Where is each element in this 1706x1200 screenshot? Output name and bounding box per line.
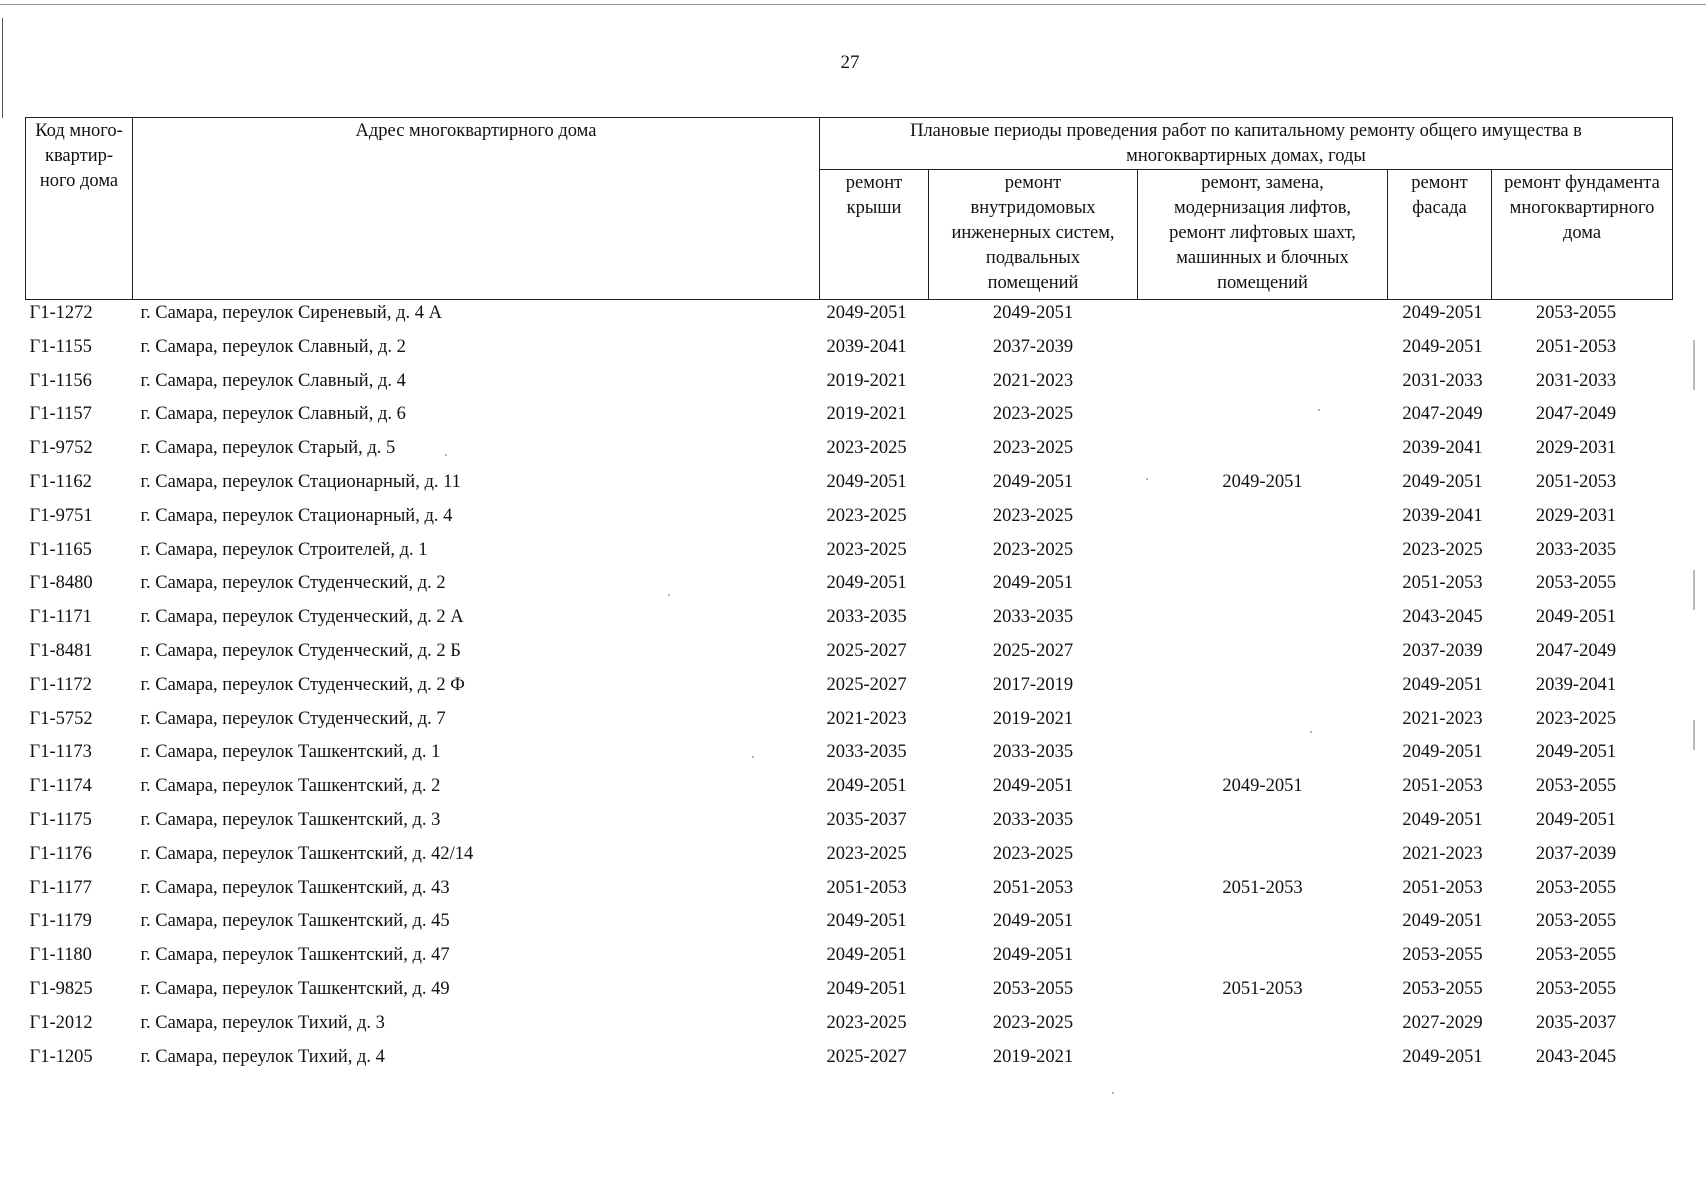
cell-engineering-period: 2033-2035 [992, 607, 1074, 628]
cell-foundation-period: 2047-2049 [1535, 640, 1617, 661]
cell-address: г. Самара, переулок Тихий, д. 4 [140, 1046, 385, 1067]
cell-foundation-period: 2037-2039 [1535, 843, 1617, 864]
cell-facade-period: 2049-2051 [1402, 471, 1483, 492]
cell-address: г. Самара, переулок Ташкентский, д. 43 [140, 877, 450, 898]
cell-foundation-period: 2053-2055 [1535, 573, 1617, 594]
cell-facade-period: 2051-2053 [1402, 573, 1483, 594]
table-row [26, 1044, 1673, 1078]
cell-lift-period: 2051-2053 [1222, 978, 1303, 999]
scan-speck [445, 454, 447, 456]
cell-engineering-period: 2049-2051 [992, 911, 1074, 932]
table-row [26, 368, 1673, 402]
cell-roof-period: 2025-2027 [826, 674, 907, 695]
cell-roof-period: 2035-2037 [826, 809, 907, 830]
cell-address: г. Самара, переулок Старый, д. 5 [140, 438, 396, 459]
cell-address: г. Самара, переулок Ташкентский, д. 42/14 [140, 843, 474, 864]
cell-roof-period: 2023-2025 [826, 505, 907, 526]
cell-engineering-period: 2023-2025 [992, 1012, 1074, 1033]
cell-lift-period [1138, 1044, 1388, 1078]
table-row [26, 401, 1673, 435]
header-code: Код много-квартир-ного дома [26, 118, 133, 300]
cell-foundation-period: 2051-2053 [1535, 336, 1617, 357]
scan-noise [1693, 340, 1695, 390]
cell-lift-period: 2049-2051 [1222, 776, 1303, 797]
cell-roof-period: 2019-2021 [826, 370, 907, 391]
table-row [26, 638, 1673, 672]
table-row [26, 908, 1673, 942]
cell-foundation-period: 2053-2055 [1535, 911, 1617, 932]
scan-noise [1693, 570, 1695, 610]
cell-roof-period: 2021-2023 [826, 708, 907, 729]
header-address: Адрес многоквартирного дома [133, 118, 820, 300]
cell-roof-period: 2023-2025 [826, 843, 907, 864]
cell-lift-period [1138, 638, 1388, 672]
cell-lift-period [1138, 435, 1388, 469]
scan-speck [1318, 409, 1320, 411]
cell-lift-period [1138, 300, 1388, 334]
cell-engineering-period: 2051-2053 [992, 877, 1074, 898]
repair-schedule-table [25, 117, 1673, 1077]
cell-facade-period: 2049-2051 [1402, 809, 1483, 830]
scan-speck [1146, 478, 1148, 480]
cell-facade-period: 2037-2039 [1402, 640, 1483, 661]
cell-address: г. Самара, переулок Ташкентский, д. 2 [140, 776, 441, 797]
page-number: 27 [840, 52, 860, 73]
scan-speck [1112, 1092, 1114, 1094]
cell-facade-period: 2049-2051 [1402, 336, 1483, 357]
cell-code: Г1-2012 [29, 1012, 93, 1033]
cell-code: Г1-1173 [29, 742, 92, 763]
cell-lift-period [1138, 908, 1388, 942]
cell-code: Г1-1157 [29, 404, 92, 425]
cell-roof-period: 2019-2021 [826, 404, 907, 425]
cell-address: г. Самара, переулок Студенческий, д. 7 [140, 708, 446, 729]
scan-speck [668, 594, 670, 596]
cell-address: г. Самара, переулок Сиреневый, д. 4 А [140, 303, 442, 323]
cell-code: Г1-1175 [29, 809, 92, 830]
cell-roof-period: 2025-2027 [826, 640, 907, 661]
cell-facade-period: 2053-2055 [1402, 945, 1483, 966]
cell-facade-period: 2051-2053 [1402, 776, 1483, 797]
cell-engineering-period: 2023-2025 [992, 404, 1074, 425]
cell-facade-period: 2027-2029 [1402, 1012, 1483, 1033]
table-row [26, 807, 1673, 841]
cell-address: г. Самара, переулок Стационарный, д. 11 [140, 471, 461, 492]
cell-lift-period [1138, 334, 1388, 368]
cell-address: г. Самара, переулок Строителей, д. 1 [140, 539, 428, 560]
cell-lift-period: 2049-2051 [1222, 471, 1303, 492]
scan-speck [1310, 731, 1312, 733]
cell-engineering-period: 2037-2039 [992, 336, 1074, 357]
cell-code: Г1-1156 [29, 370, 92, 391]
header-roof-repair: ремонт крыши [820, 170, 929, 300]
cell-roof-period: 2025-2027 [826, 1046, 907, 1067]
header-planned-periods: Плановые периоды проведения работ по капитальному ремонту общего имущества в многоквартирных домах, годы [820, 118, 1673, 170]
cell-foundation-period: 2029-2031 [1535, 438, 1617, 459]
cell-code: Г1-8480 [29, 573, 93, 594]
cell-code: Г1-1205 [29, 1046, 93, 1067]
cell-engineering-period: 2049-2051 [992, 945, 1074, 966]
cell-foundation-period: 2033-2035 [1535, 539, 1617, 560]
cell-lift-period [1138, 1010, 1388, 1044]
cell-lift-period [1138, 368, 1388, 402]
cell-foundation-period: 2053-2055 [1535, 303, 1617, 323]
cell-foundation-period: 2053-2055 [1535, 978, 1617, 999]
cell-facade-period: 2053-2055 [1402, 978, 1483, 999]
cell-address: г. Самара, переулок Студенческий, д. 2 А [140, 607, 464, 628]
cell-roof-period: 2039-2041 [826, 336, 907, 357]
scan-speck [752, 756, 754, 758]
cell-code: Г1-9752 [29, 438, 93, 459]
cell-roof-period: 2049-2051 [826, 573, 907, 594]
cell-engineering-period: 2033-2035 [992, 742, 1074, 763]
cell-foundation-period: 2039-2041 [1535, 674, 1617, 695]
cell-facade-period: 2049-2051 [1402, 303, 1483, 323]
cell-facade-period: 2021-2023 [1402, 843, 1483, 864]
table-row [26, 672, 1673, 706]
cell-roof-period: 2049-2051 [826, 945, 907, 966]
cell-foundation-period: 2031-2033 [1535, 370, 1617, 391]
cell-code: Г1-1171 [29, 607, 92, 628]
table-row [26, 469, 1673, 503]
cell-engineering-period: 2033-2035 [992, 809, 1074, 830]
table-row [26, 300, 1673, 334]
header-lift-repair: ремонт, замена, модернизация лифтов, ремонт лифтовых шахт, машинных и блочных помещений [1138, 170, 1388, 300]
cell-address: г. Самара, переулок Стационарный, д. 4 [140, 505, 453, 526]
cell-foundation-period: 2053-2055 [1535, 776, 1617, 797]
cell-address: г. Самара, переулок Ташкентский, д. 3 [140, 809, 441, 830]
scan-noise [1693, 720, 1695, 750]
cell-code: Г1-1272 [29, 303, 93, 323]
cell-code: Г1-1177 [29, 877, 92, 898]
table-row [26, 976, 1673, 1010]
table-row [26, 503, 1673, 537]
cell-address: г. Самара, переулок Ташкентский, д. 49 [140, 978, 450, 999]
cell-facade-period: 2049-2051 [1402, 1046, 1483, 1067]
cell-facade-period: 2023-2025 [1402, 539, 1483, 560]
cell-address: г. Самара, переулок Славный, д. 4 [140, 370, 406, 391]
cell-roof-period: 2049-2051 [826, 776, 907, 797]
table-row [26, 706, 1673, 740]
cell-code: Г1-1162 [29, 471, 92, 492]
header-foundation-repair: ремонт фундамента многоквартирного дома [1492, 170, 1673, 300]
cell-foundation-period: 2053-2055 [1535, 945, 1617, 966]
cell-facade-period: 2039-2041 [1402, 438, 1483, 459]
table-row [26, 604, 1673, 638]
cell-code: Г1-1180 [29, 945, 92, 966]
cell-code: Г1-1179 [29, 911, 92, 932]
cell-foundation-period: 2051-2053 [1535, 471, 1617, 492]
cell-engineering-period: 2049-2051 [992, 776, 1074, 797]
cell-engineering-period: 2019-2021 [992, 708, 1074, 729]
cell-engineering-period: 2025-2027 [992, 640, 1074, 661]
cell-code: Г1-1176 [29, 843, 92, 864]
cell-foundation-period: 2047-2049 [1535, 404, 1617, 425]
cell-roof-period: 2023-2025 [826, 438, 907, 459]
cell-engineering-period: 2049-2051 [992, 573, 1074, 594]
cell-lift-period [1138, 604, 1388, 638]
cell-roof-period: 2049-2051 [826, 911, 907, 932]
cell-engineering-period: 2053-2055 [992, 978, 1074, 999]
table-row [26, 739, 1673, 773]
cell-engineering-period: 2023-2025 [992, 438, 1074, 459]
cell-foundation-period: 2049-2051 [1535, 809, 1617, 830]
cell-foundation-period: 2049-2051 [1535, 742, 1617, 763]
cell-roof-period: 2033-2035 [826, 607, 907, 628]
cell-engineering-period: 2021-2023 [992, 370, 1074, 391]
cell-address: г. Самара, переулок Студенческий, д. 2 Б [140, 640, 461, 661]
cell-roof-period: 2023-2025 [826, 539, 907, 560]
cell-code: Г1-1155 [29, 336, 92, 357]
table-row [26, 875, 1673, 909]
table-row [26, 841, 1673, 875]
table-header [26, 118, 1673, 300]
cell-address: г. Самара, переулок Ташкентский, д. 1 [140, 742, 441, 763]
cell-code: Г1-5752 [29, 708, 93, 729]
cell-lift-period [1138, 739, 1388, 773]
cell-roof-period: 2049-2051 [826, 471, 907, 492]
cell-lift-period [1138, 401, 1388, 435]
cell-address: г. Самара, переулок Славный, д. 6 [140, 404, 406, 425]
cell-foundation-period: 2043-2045 [1535, 1046, 1617, 1067]
table-row [26, 942, 1673, 976]
cell-lift-period [1138, 503, 1388, 537]
scan-edge-line-left [2, 18, 3, 118]
cell-roof-period: 2051-2053 [826, 877, 907, 898]
cell-address: г. Самара, переулок Тихий, д. 3 [140, 1012, 385, 1033]
cell-code: Г1-8481 [29, 640, 93, 661]
table-row [26, 537, 1673, 571]
table-body [26, 300, 1673, 1078]
cell-lift-period [1138, 570, 1388, 604]
cell-foundation-period: 2029-2031 [1535, 505, 1617, 526]
cell-facade-period: 2047-2049 [1402, 404, 1483, 425]
table-row [26, 435, 1673, 469]
cell-foundation-period: 2035-2037 [1535, 1012, 1617, 1033]
cell-code: Г1-1174 [29, 776, 92, 797]
cell-code: Г1-9825 [29, 978, 93, 999]
cell-lift-period [1138, 672, 1388, 706]
cell-address: г. Самара, переулок Ташкентский, д. 45 [140, 911, 450, 932]
cell-engineering-period: 2019-2021 [992, 1046, 1074, 1067]
cell-code: Г1-1165 [29, 539, 92, 560]
cell-facade-period: 2049-2051 [1402, 674, 1483, 695]
cell-roof-period: 2023-2025 [826, 1012, 907, 1033]
cell-facade-period: 2049-2051 [1402, 742, 1483, 763]
header-engineering-repair: ремонт внутридомовых инженерных систем, подвальных помещений [929, 170, 1138, 300]
cell-lift-period: 2051-2053 [1222, 877, 1303, 898]
cell-code: Г1-1172 [29, 674, 92, 695]
cell-lift-period [1138, 841, 1388, 875]
cell-lift-period [1138, 807, 1388, 841]
cell-foundation-period: 2049-2051 [1535, 607, 1617, 628]
cell-engineering-period: 2023-2025 [992, 505, 1074, 526]
cell-address: г. Самара, переулок Студенческий, д. 2 [140, 573, 446, 594]
cell-facade-period: 2031-2033 [1402, 370, 1483, 391]
cell-lift-period [1138, 706, 1388, 740]
cell-facade-period: 2043-2045 [1402, 607, 1483, 628]
cell-foundation-period: 2023-2025 [1535, 708, 1617, 729]
cell-address: г. Самара, переулок Славный, д. 2 [140, 336, 406, 357]
cell-lift-period [1138, 537, 1388, 571]
header-facade-repair: ремонт фасада [1388, 170, 1492, 300]
cell-roof-period: 2049-2051 [826, 303, 907, 323]
cell-engineering-period: 2017-2019 [992, 674, 1074, 695]
cell-facade-period: 2021-2023 [1402, 708, 1483, 729]
cell-roof-period: 2033-2035 [826, 742, 907, 763]
scan-edge-line [0, 4, 1706, 5]
cell-engineering-period: 2023-2025 [992, 539, 1074, 560]
cell-facade-period: 2039-2041 [1402, 505, 1483, 526]
cell-code: Г1-9751 [29, 505, 93, 526]
table-row [26, 1010, 1673, 1044]
cell-lift-period [1138, 942, 1388, 976]
table-row [26, 334, 1673, 368]
table-row [26, 570, 1673, 604]
cell-facade-period: 2051-2053 [1402, 877, 1483, 898]
cell-roof-period: 2049-2051 [826, 978, 907, 999]
cell-engineering-period: 2049-2051 [992, 471, 1074, 492]
table-row [26, 773, 1673, 807]
cell-address: г. Самара, переулок Студенческий, д. 2 Ф [140, 674, 465, 695]
cell-engineering-period: 2049-2051 [992, 303, 1074, 323]
cell-foundation-period: 2053-2055 [1535, 877, 1617, 898]
cell-engineering-period: 2023-2025 [992, 843, 1074, 864]
cell-address: г. Самара, переулок Ташкентский, д. 47 [140, 945, 450, 966]
cell-facade-period: 2049-2051 [1402, 911, 1483, 932]
